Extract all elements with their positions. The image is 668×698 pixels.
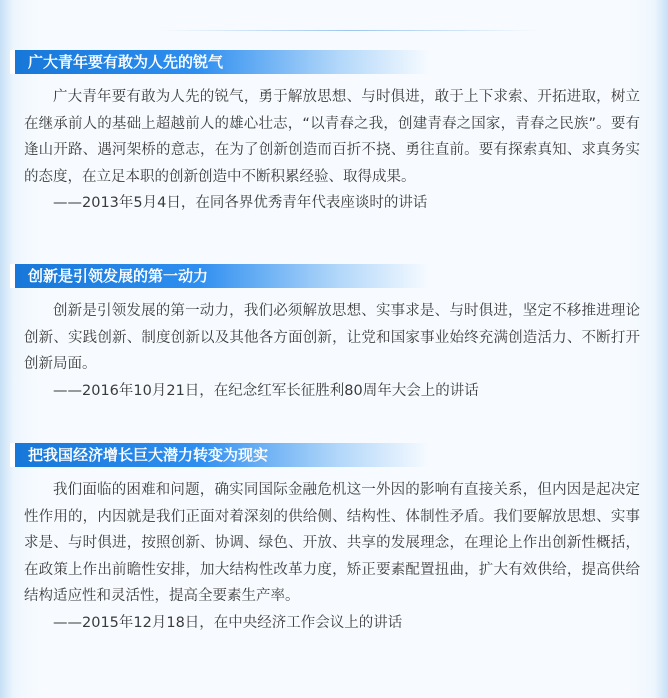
section-innovation xyxy=(0,264,668,404)
section-economy xyxy=(0,443,668,636)
section-title: 把我国经济增长巨大潜力转变为现实 xyxy=(28,446,269,464)
section-heading xyxy=(10,443,430,467)
section-heading xyxy=(10,50,430,74)
section-body: 广大青年要有敢为人先的锐气，勇于解放思想、与时俱进，敢于上下求索、开拓进取，树立在继承前人的基础上超越前人的雄心壮志，“以青春之我，创建青春之国家，青春之民族”。要有逢山开路、遇河架桥的意志，在为了创新创造而百折不挠、勇往直前。要有探索真知、求真务实的态度，在立足本职的创新创造中不断积累经验、取得成果。 xyxy=(24,89,640,185)
section-body: 我们面临的困难和问题，确实同国际金融危机这一外因的影响有直接关系，但内因是起决定性作用的，内因就是我们正面对着深刻的供给侧、结构性、体制性矛盾。我们要解放思想、实事求是、与时俱进，按照创新、协调、绿色、开放、共享的发展理念，在理论上作出创新性概括，在政策上作出前瞻性安排，加大结构性改革力度，矫正要素配置扭曲，扩大有效供给，提高供给结构适应性和灵活性，提高全要素生产率。 xyxy=(24,482,640,604)
section-heading xyxy=(10,264,430,288)
section-source: ——2016年10月21日，在纪念红军长征胜利80周年大会上的讲话 xyxy=(53,382,479,399)
section-title: 广大青年要有敢为人先的锐气 xyxy=(28,53,224,71)
section-source: ——2015年12月18日，在中央经济工作会议上的讲话 xyxy=(53,614,403,631)
section-source: ——2013年5月4日，在同各界优秀青年代表座谈时的讲话 xyxy=(53,195,428,211)
section-title: 创新是引领发展的第一动力 xyxy=(28,267,209,285)
section-body: 创新是引领发展的第一动力，我们必须解放思想、实事求是、与时俱进，坚定不移推进理论创新、实践创新、制度创新以及其他各方面创新，让党和国家事业始终充满创造活力、不断打开创新局面。 xyxy=(24,303,640,372)
section-youth xyxy=(0,50,668,217)
top-divider xyxy=(160,30,540,31)
